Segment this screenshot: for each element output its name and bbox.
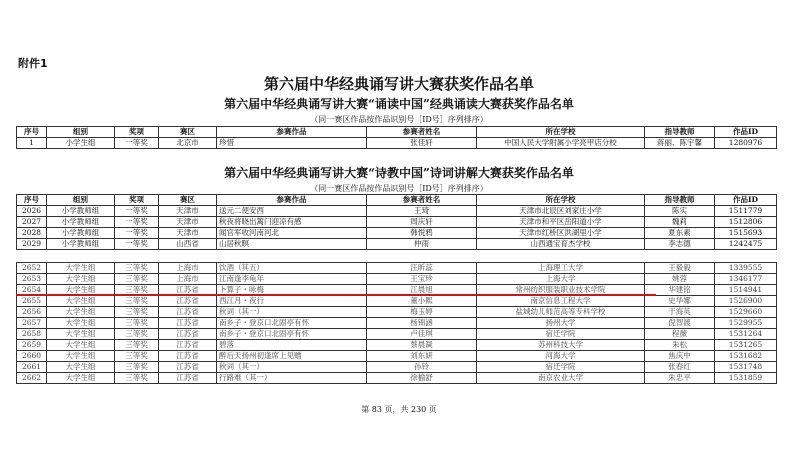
column-header: 作品ID — [715, 127, 777, 138]
table-cell: 江南逢李龟年 — [217, 274, 367, 285]
table-cell: 南乡子・登京口北固亭有怀 — [217, 329, 367, 340]
page-footer: 第 83 页，共 230 页 — [361, 405, 437, 414]
table-cell: 刘东妍 — [367, 351, 477, 362]
page-title: 第六届中华经典诵写讲大赛获奖作品名单 — [263, 75, 534, 93]
table-cell: 2655 — [17, 296, 47, 307]
table-cell: 2653 — [17, 274, 47, 285]
table-cell: 一等奖 — [115, 138, 159, 149]
section2-title: 第六届中华经典诵写讲大赛“诗教中国”诗词讲解大赛获奖作品名单 — [224, 166, 574, 180]
table-cell: 1531264 — [715, 329, 777, 340]
table-cell: 三等奖 — [115, 329, 159, 340]
column-header: 参赛作品 — [217, 127, 367, 138]
attachment-label: 附件1 — [18, 57, 48, 70]
table-cell: 华建铭 — [645, 285, 715, 296]
table-cell: 杨锦涵 — [367, 318, 477, 329]
table-cell: 1514941 — [715, 285, 777, 296]
table-header-row — [17, 195, 777, 206]
column-header: 赛区 — [159, 195, 217, 206]
table-cell: 1511779 — [715, 206, 777, 217]
table-cell: 周庆轩 — [367, 217, 477, 228]
section1-title: 第六届中华经典诵写讲大赛“诵读中国”经典诵读大赛获奖作品名单 — [224, 97, 574, 111]
table-cell: 1515693 — [715, 228, 777, 239]
table-cell: 江苏省 — [159, 373, 217, 384]
table-cell: 焦庆中 — [645, 351, 715, 362]
table-cell: 秋夜将晓出篱门迎凉有感 — [217, 217, 367, 228]
table-cell: 孙铃 — [367, 362, 477, 373]
column-header: 参赛者姓名 — [367, 127, 477, 138]
table-cell: 1 — [17, 138, 47, 149]
table-cell: 陈实 — [645, 206, 715, 217]
table-cell: 三等奖 — [115, 263, 159, 274]
column-header: 所在学校 — [477, 127, 645, 138]
table-cell: 王宝珍 — [367, 274, 477, 285]
table-cell: 1339555 — [715, 263, 777, 274]
table-cell: 大学生组 — [47, 340, 115, 351]
table-cell: 蒋丽、陈宇馨 — [645, 138, 715, 149]
table-row — [17, 274, 777, 285]
table-cell: 2659 — [17, 340, 47, 351]
table-cell: 2652 — [17, 263, 47, 274]
table-cell: 天津市北辰区刘家庄小学 — [477, 206, 645, 217]
table-cell: 一等奖 — [115, 217, 159, 228]
column-header: 所在学校 — [477, 195, 645, 206]
section1-note: （同一赛区作品按作品识别号［ID号］序列排序） — [310, 115, 488, 124]
table-cell: 江苏省 — [159, 296, 217, 307]
table-cell: 2661 — [17, 362, 47, 373]
table-cell: 江晨旭 — [367, 285, 477, 296]
table-cell: 中国人民大学附属小学亮甲店分校 — [477, 138, 645, 149]
column-header: 参赛作品 — [217, 195, 367, 206]
table-cell: 程薇 — [645, 329, 715, 340]
table-cell: 2029 — [17, 239, 47, 250]
table-cell: 大学生组 — [47, 362, 115, 373]
column-header: 指导教师 — [645, 195, 715, 206]
table-cell: 三等奖 — [115, 362, 159, 373]
table-cell: 山居秋暝 — [217, 239, 367, 250]
table-cell: 1531265 — [715, 340, 777, 351]
table-cell: 盐城幼儿师范高等专科学校 — [477, 307, 645, 318]
table-cell: 秋词（其一） — [217, 307, 367, 318]
table-cell: 河海大学 — [477, 351, 645, 362]
table-cell: 行路难（其一） — [217, 373, 367, 384]
table-cell: 2026 — [17, 206, 47, 217]
table-row — [17, 373, 777, 384]
table-cell: 送元二使安西 — [217, 206, 367, 217]
table-header-row — [17, 127, 777, 138]
column-header: 赛区 — [159, 127, 217, 138]
table-cell: 1512806 — [715, 217, 777, 228]
table-cell: 1529660 — [715, 307, 777, 318]
table-cell: 卢佳琪 — [367, 329, 477, 340]
table-cell: 三等奖 — [115, 274, 159, 285]
table-cell: 三等奖 — [115, 351, 159, 362]
table-cell: 2654 — [17, 285, 47, 296]
table-cell: 2660 — [17, 351, 47, 362]
table-cell: 大学生组 — [47, 318, 115, 329]
table-cell: 大学生组 — [47, 373, 115, 384]
table-cell: 董小熙 — [367, 296, 477, 307]
column-header: 奖项 — [115, 127, 159, 138]
table-cell: 2657 — [17, 318, 47, 329]
table-cell: 史华娜 — [645, 296, 715, 307]
table-cell: 蔡晨凝 — [367, 340, 477, 351]
table-cell: 三等奖 — [115, 307, 159, 318]
table-cell: 天津市 — [159, 228, 217, 239]
table-cell: 山西省 — [159, 239, 217, 250]
table-cell: 三等奖 — [115, 340, 159, 351]
table-cell: 三等奖 — [115, 373, 159, 384]
table-cell: 大学生组 — [47, 285, 115, 296]
table-cell: 常州纺织服装职业技术学院 — [477, 285, 645, 296]
table-cell: 小学生组 — [47, 138, 115, 149]
table-cell: 2656 — [17, 307, 47, 318]
table-row — [17, 239, 777, 250]
table-cell: 大学生组 — [47, 329, 115, 340]
table-cell: 苏州科技大学 — [477, 340, 645, 351]
table-cell: 秋词（其一） — [217, 362, 367, 373]
table-cell: 朱忠平 — [645, 373, 715, 384]
table-cell: 江苏省 — [159, 307, 217, 318]
column-header: 组别 — [47, 127, 115, 138]
table-row — [17, 263, 777, 274]
column-header: 参赛者姓名 — [367, 195, 477, 206]
table-row — [17, 329, 777, 340]
table-row — [17, 362, 777, 373]
section2-table-top — [16, 194, 777, 250]
table-cell: 南京信息工程大学 — [477, 296, 645, 307]
table-cell: 扬州大学 — [477, 318, 645, 329]
table-cell: 1526900 — [715, 296, 777, 307]
table-cell: 王琦 — [367, 206, 477, 217]
table-cell: 天津市和平区岳阳道小学 — [477, 217, 645, 228]
table-cell: 小学教师组 — [47, 228, 115, 239]
table-cell: 天津市 — [159, 217, 217, 228]
column-header: 指导教师 — [645, 127, 715, 138]
table-cell: 三等奖 — [115, 318, 159, 329]
table-cell: 一等奖 — [115, 206, 159, 217]
table-cell: 江苏省 — [159, 318, 217, 329]
table-row — [17, 228, 777, 239]
table-cell: 北京市 — [159, 138, 217, 149]
table-row — [17, 307, 777, 318]
table-cell: 宿迁学院 — [477, 362, 645, 373]
table-cell: 徐榆舒 — [367, 373, 477, 384]
table-cell: 上海大学 — [477, 274, 645, 285]
table-cell: 大学生组 — [47, 296, 115, 307]
table-row — [17, 318, 777, 329]
table-cell: 闻官军收河南河北 — [217, 228, 367, 239]
red-underline — [16, 294, 656, 296]
table-cell: 一等奖 — [115, 239, 159, 250]
table-row — [17, 138, 777, 149]
table-cell: 天津市红桥区洪湖里小学 — [477, 228, 645, 239]
table-cell: 1346177 — [715, 274, 777, 285]
table-cell: 大学生组 — [47, 263, 115, 274]
table-cell: 2662 — [17, 373, 47, 384]
table-row — [17, 296, 777, 307]
table-cell: 一等奖 — [115, 228, 159, 239]
table-cell: 天津市 — [159, 206, 217, 217]
table-cell: 醉后天扬州初逢席上见赠 — [217, 351, 367, 362]
table-cell: 三等奖 — [115, 296, 159, 307]
table-cell: 夏东素 — [645, 228, 715, 239]
table-cell: 姚蓉 — [645, 274, 715, 285]
table-cell: 江苏省 — [159, 362, 217, 373]
table-cell: 宿迁学院 — [477, 329, 645, 340]
section2-note: （同一赛区作品按作品识别号［ID号］序列排序） — [310, 184, 488, 193]
table-cell: 2028 — [17, 228, 47, 239]
table-row — [17, 340, 777, 351]
table-cell: 韩悦鸦 — [367, 228, 477, 239]
column-header: 作品ID — [715, 195, 777, 206]
table-cell: 1531748 — [715, 362, 777, 373]
section2-table-bottom — [16, 262, 777, 384]
table-cell: 1531682 — [715, 351, 777, 362]
section1-table — [16, 126, 777, 149]
table-cell: 王毅毅 — [645, 263, 715, 274]
table-cell: 小学教师组 — [47, 217, 115, 228]
table-cell: 于海英 — [645, 307, 715, 318]
table-cell: 上海理工大学 — [477, 263, 645, 274]
table-cell: 魏莉 — [645, 217, 715, 228]
table-cell: 小学教师组 — [47, 239, 115, 250]
table-cell: 大学生组 — [47, 274, 115, 285]
table-cell: 上海市 — [159, 263, 217, 274]
table-cell: 饮酒（其五） — [217, 263, 367, 274]
table-row — [17, 206, 777, 217]
table-cell: 仲雨 — [367, 239, 477, 250]
table-cell: 汪昕蕊 — [367, 263, 477, 274]
table-cell: 张春红 — [645, 362, 715, 373]
table-row — [17, 217, 777, 228]
table-cell: 卜算子・咏梅 — [217, 285, 367, 296]
table-cell: 南京农业大学 — [477, 373, 645, 384]
table-cell: 江苏省 — [159, 351, 217, 362]
table-cell: 1242475 — [715, 239, 777, 250]
table-cell: 南乡子・登京口北固亭有怀 — [217, 318, 367, 329]
table-cell: 大学生组 — [47, 307, 115, 318]
table-cell: 李志德 — [645, 239, 715, 250]
column-header: 序号 — [17, 127, 47, 138]
table-cell: 1529955 — [715, 318, 777, 329]
table-cell: 江苏省 — [159, 340, 217, 351]
table-cell: 江苏省 — [159, 285, 217, 296]
table-cell: 2027 — [17, 217, 47, 228]
table-cell: 1280976 — [715, 138, 777, 149]
column-header: 序号 — [17, 195, 47, 206]
table-cell: 朱松 — [645, 340, 715, 351]
table-cell: 碧落 — [217, 340, 367, 351]
table-cell: 西江月・夜行 — [217, 296, 367, 307]
table-cell: 大学生组 — [47, 351, 115, 362]
column-header: 组别 — [47, 195, 115, 206]
table-cell: 三等奖 — [115, 285, 159, 296]
table-cell: 江苏省 — [159, 329, 217, 340]
table-cell: 小学教师组 — [47, 206, 115, 217]
table-cell: 山西通宝育杰学校 — [477, 239, 645, 250]
table-cell: 1531859 — [715, 373, 777, 384]
table-cell: 梅玉婷 — [367, 307, 477, 318]
table-cell: 2658 — [17, 329, 47, 340]
table-cell: 张佳轩 — [367, 138, 477, 149]
column-header: 奖项 — [115, 195, 159, 206]
table-row — [17, 351, 777, 362]
table-cell: 倪智渡 — [645, 318, 715, 329]
table-cell: 上海市 — [159, 274, 217, 285]
table-cell: 珍惜 — [217, 138, 367, 149]
